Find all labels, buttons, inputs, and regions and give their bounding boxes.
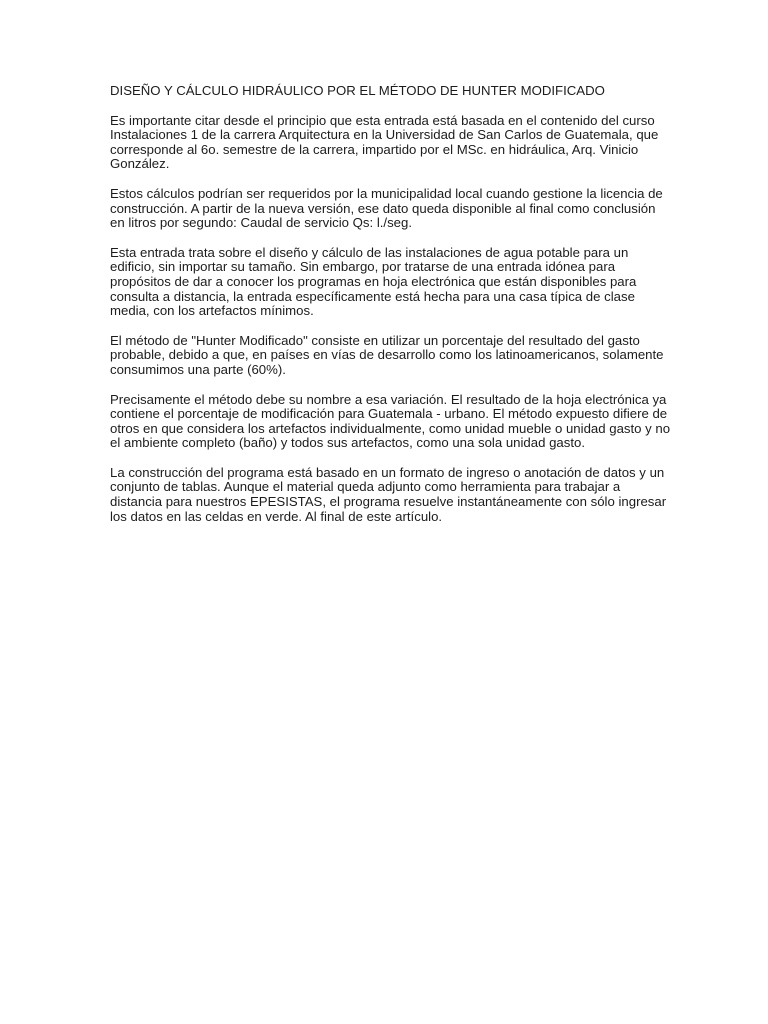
paragraph-line: consumimos una parte (60%). xyxy=(110,361,286,377)
paragraph-line: consulta a distancia, la entrada específicamente está hecha para una casa típica de clase xyxy=(110,288,635,304)
paragraph-line: Estos cálculos podrían ser requeridos por la municipalidad local cuando gestione la licencia de xyxy=(110,185,663,201)
document-page xyxy=(110,84,670,524)
paragraph-line: en litros por segundo: Caudal de servicio Qs: l./seg. xyxy=(110,215,413,231)
paragraph-line: El método de "Hunter Modificado" consiste en utilizar un porcentaje del resultado del gasto xyxy=(110,332,640,348)
paragraph-line: contiene el porcentaje de modificación para Guatemala - urbano. El método expuesto difiere de xyxy=(110,406,668,422)
paragraph-line: edificio, sin importar su tamaño. Sin embargo, por tratarse de una entrada idónea para xyxy=(110,259,616,275)
paragraph-line: probable, debido a que, en países en vías de desarrollo como los latinoamericanos, solamente xyxy=(110,347,664,363)
paragraph-line: corresponde al 6o. semestre de la carrera, impartido por el MSc. en hidráulica, Arq. Vinicio xyxy=(110,141,639,157)
paragraph-line: Precisamente el método debe su nombre a esa variación. El resultado de la hoja electrónica ya xyxy=(110,391,667,407)
paragraph-line: distancia para nuestros EPESISTAS, el programa resuelve instantáneamente con sólo ingresar xyxy=(110,494,667,510)
paragraph-line: La construcción del programa está basado en un formato de ingreso o anotación de datos y un xyxy=(110,464,665,480)
paragraph-line: Instalaciones 1 de la carrera Arquitectura en la Universidad de San Carlos de Guatemala, que xyxy=(110,127,659,143)
paragraph-line: otros en que considera los artefactos individualmente, como unidad mueble o unidad gasto y no xyxy=(110,420,671,436)
paragraph-line: construcción. A partir de la nueva versión, ese dato queda disponible al final como conclusión xyxy=(110,200,656,216)
paragraph-line: los datos en las celdas en verde. Al final de este artículo. xyxy=(110,508,443,524)
paragraph-course-source xyxy=(110,114,670,172)
paragraph-line: conjunto de tablas. Aunque el material queda adjunto como herramienta para trabajar a xyxy=(110,479,621,495)
paragraph-line: Es importante citar desde el principio que esta entrada está basada en el contenido del curso xyxy=(110,112,655,128)
paragraph-hunter-method xyxy=(110,334,670,378)
paragraph-water-design xyxy=(110,246,670,319)
paragraph-method-variation xyxy=(110,393,670,451)
paragraph-municipal-license xyxy=(110,187,670,231)
paragraph-program-construction xyxy=(110,466,670,524)
paragraph-line: media, con los artefactos mínimos. xyxy=(110,303,314,319)
paragraph-line: Esta entrada trata sobre el diseño y cálculo de las instalaciones de agua potable para un xyxy=(110,244,629,260)
paragraph-line: el ambiente completo (baño) y todos sus artefactos, como una sola unidad gasto. xyxy=(110,435,586,451)
paragraph-line: propósitos de dar a conocer los programas en hoja electrónica que están disponibles para xyxy=(110,273,637,289)
document-title: DISEÑO Y CÁLCULO HIDRÁULICO POR EL MÉTODO DE HUNTER MODIFICADO xyxy=(110,83,605,98)
paragraph-line: González. xyxy=(110,156,170,172)
